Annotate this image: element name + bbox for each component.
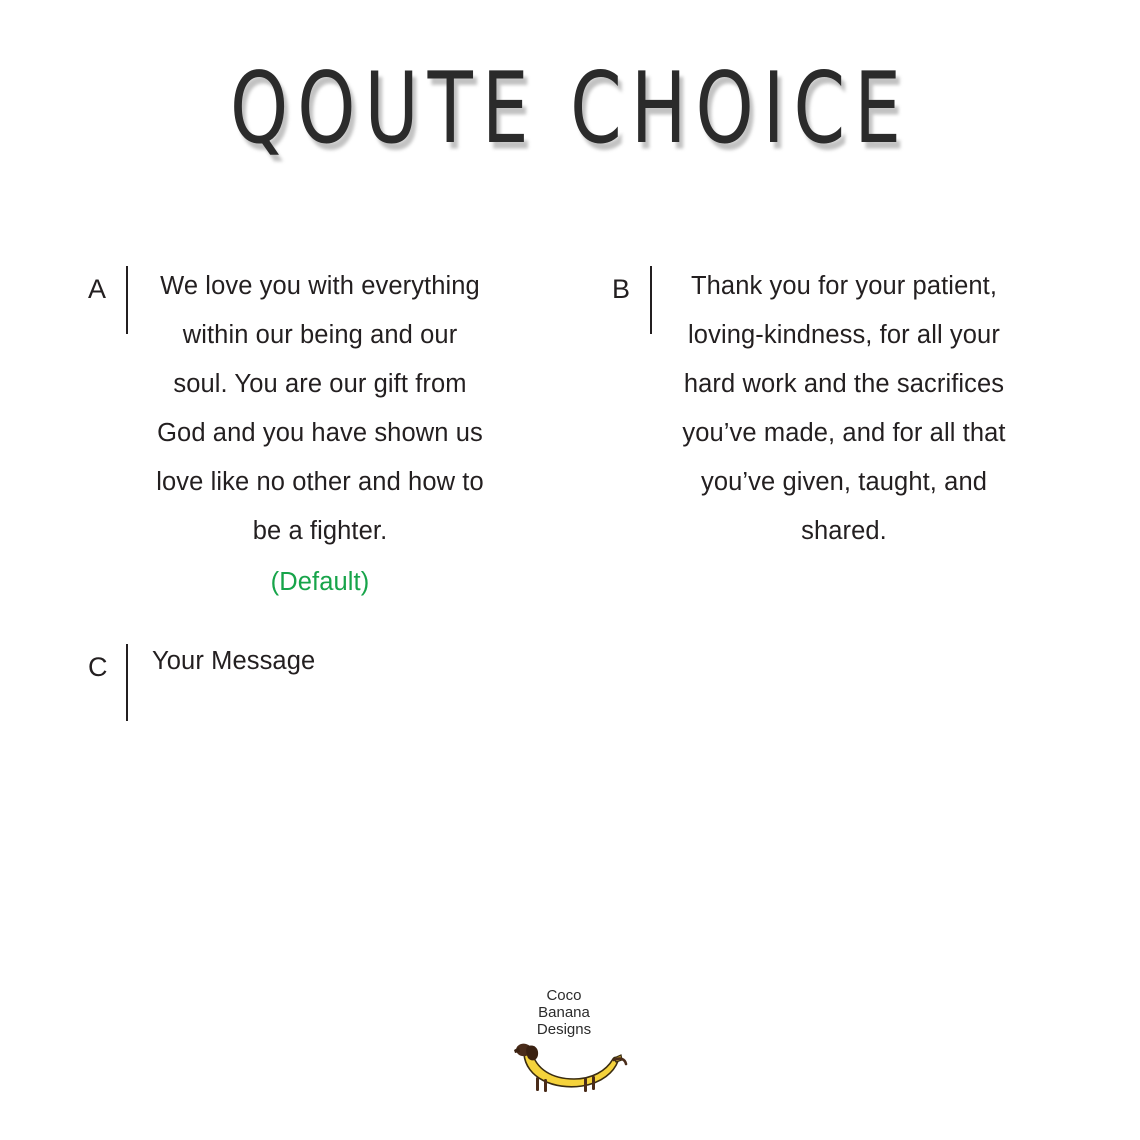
option-b-text-block [676, 262, 1012, 556]
option-b-quote: Thank you for your patient, loving-kindness, for all your hard work and the sacrifices you’ve made, and for all that you’ve given, taught, and shared. [682, 272, 1006, 545]
option-a-default-badge: (Default) [270, 568, 370, 596]
option-a-text-block [152, 262, 488, 607]
option-a-divider [126, 266, 128, 334]
option-a-letter: A [88, 274, 107, 304]
option-c-text-block [152, 640, 488, 682]
brand-wordmark [537, 987, 591, 1038]
option-c-divider [126, 644, 128, 721]
option-c-letter: C [88, 652, 108, 682]
option-a[interactable] [88, 262, 488, 607]
option-a-quote: We love you with everything within our being and our soul. You are our gift from God and you have shown us love like no other and how to be a fighter. [156, 272, 484, 545]
option-b[interactable] [612, 262, 1012, 556]
brand-line-3: Designs [536, 1021, 592, 1038]
option-b-divider [650, 266, 652, 334]
dachshund-banana-icon [510, 1034, 630, 1096]
brand-line-1: Coco [546, 987, 582, 1004]
option-b-letter: B [612, 274, 631, 304]
footer-logo [0, 987, 1140, 1096]
brand-line-2: Banana [538, 1004, 590, 1021]
option-c-custom-message-label: Your Message [152, 647, 316, 675]
page-title: QOUTE CHOICE [230, 52, 910, 166]
option-c[interactable] [88, 640, 488, 721]
